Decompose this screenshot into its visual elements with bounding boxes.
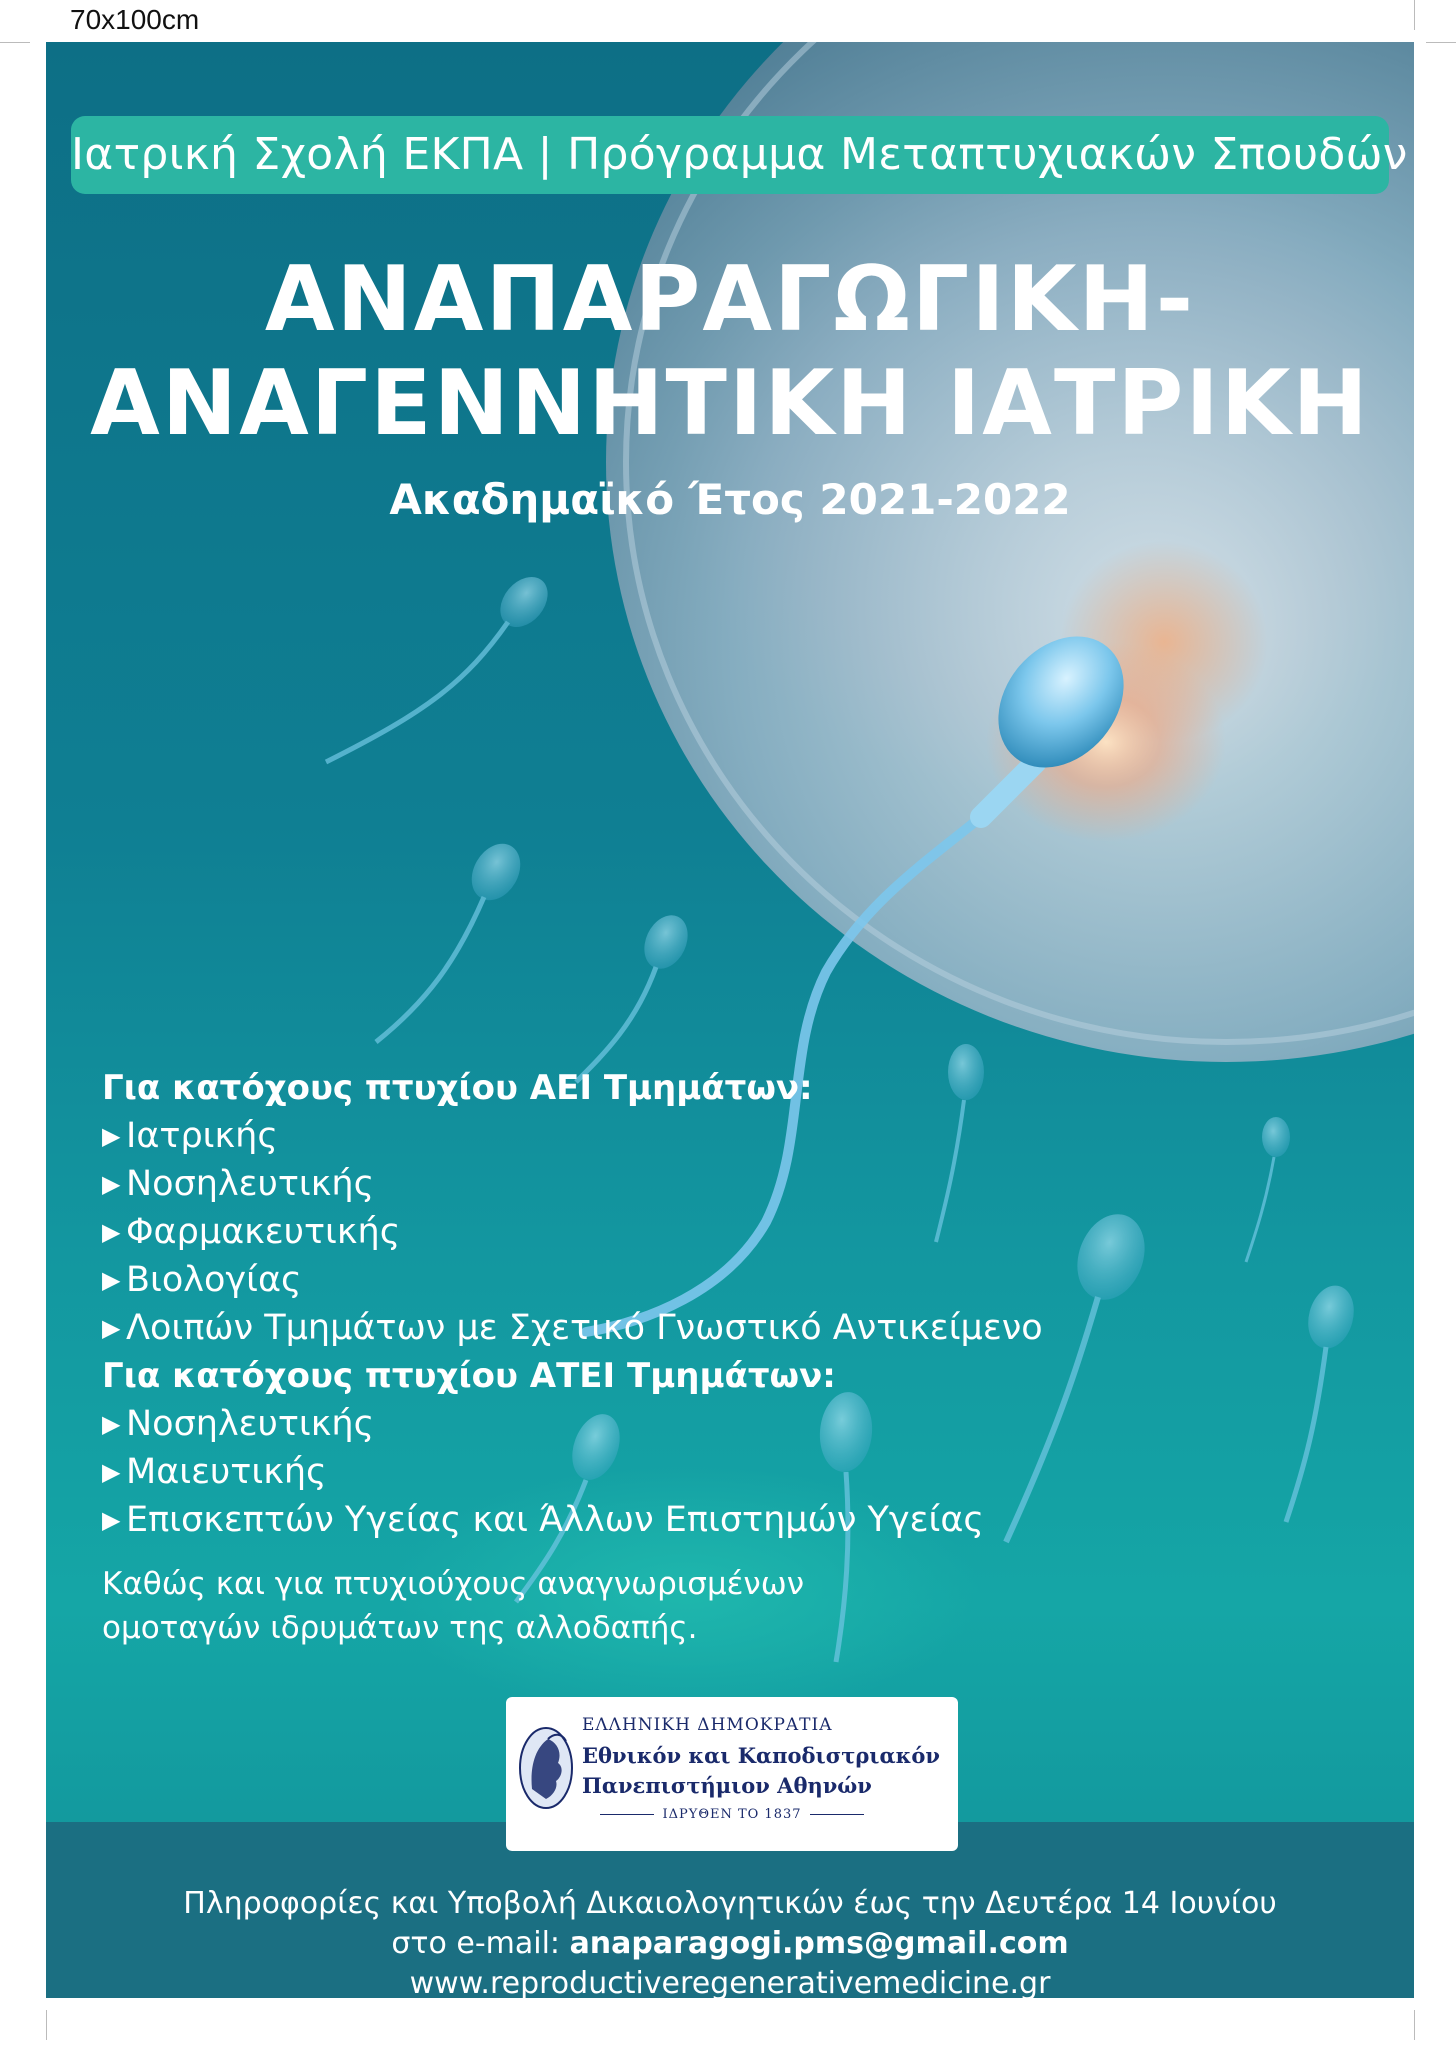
program-title-line2: ΑΝΑΓΕΝΝΗΤΙΚΗ ΙΑΤΡΙΚΗ [90,351,1370,456]
university-logo [506,1697,958,1851]
triangle-bullet-icon: ▶ [102,1458,121,1486]
list-item: ▶ Λοιπών Τμημάτων με Σχετικό Γνωστικό Αντικείμενο [102,1304,1102,1352]
triangle-bullet-icon: ▶ [102,1410,121,1438]
eligibility-section [102,1064,1102,1544]
athena-emblem-icon [518,1725,574,1811]
poster-size-label: 70x100cm [70,4,200,35]
foreign-graduates-note [102,1562,1002,1650]
crop-mark [1414,0,1415,30]
triangle-bullet-icon: ▶ [102,1122,121,1150]
logo-republic: ΕΛΛΗΝΙΚΗ ΔΗΜΟΚΡΑΤΙΑ [582,1715,833,1735]
logo-university-name1: Εθνικόν και Καποδιστριακόν [582,1743,940,1768]
program-banner: Ιατρική Σχολή ΕΚΠΑ | Πρόγραμμα Μεταπτυχιακών Σπουδών [71,116,1389,194]
triangle-bullet-icon: ▶ [102,1506,121,1534]
triangle-bullet-icon: ▶ [102,1314,121,1342]
footer-email-line: στο e-mail: anaparagogi.pms@gmail.com [391,1926,1069,1961]
aei-list [102,1112,1102,1352]
crop-mark [46,2010,47,2040]
logo-founded: ΙΔΡΥΘΕΝ ΤΟ 1837 [582,1807,882,1822]
triangle-bullet-icon: ▶ [102,1218,121,1246]
academic-year: Ακαδημαϊκό Έτος 2021-2022 [389,475,1071,524]
crop-mark [1426,42,1456,43]
poster [46,42,1414,1998]
list-item: ▶ Νοσηλευτικής [102,1160,1102,1208]
footer-deadline: Πληροφορίες και Υποβολή Δικαιολογητικών έως την Δευτέρα 14 Ιουνίου [183,1886,1277,1921]
email-link[interactable]: anaparagogi.pms@gmail.com [569,1926,1069,1961]
triangle-bullet-icon: ▶ [102,1170,121,1198]
crop-mark [0,42,30,43]
list-item: ▶ Ιατρικής [102,1112,1102,1160]
list-item: ▶ Βιολογίας [102,1256,1102,1304]
list-item: ▶ Επισκεπτών Υγείας και Άλλων Επιστημών Υγείας [102,1496,1102,1544]
logo-university-name2: Πανεπιστήμιον Αθηνών [582,1773,872,1798]
website-link[interactable]: www.reproductiveregenerativemedicine.gr [409,1966,1051,1998]
aei-heading: Για κατόχους πτυχίου ΑΕΙ Τμημάτων: [102,1068,813,1108]
triangle-bullet-icon: ▶ [102,1266,121,1294]
atei-heading: Για κατόχους πτυχίου ΑΤΕΙ Τμημάτων: [102,1356,836,1396]
note-line1: Καθώς και για πτυχιούχους αναγνωρισμένων [102,1566,805,1602]
list-item: ▶ Νοσηλευτικής [102,1400,1102,1448]
list-item: ▶ Μαιευτικής [102,1448,1102,1496]
program-title-line1: ΑΝΑΠΑΡΑΓΩΓΙΚΗ- [264,247,1196,352]
list-item: ▶ Φαρμακευτικής [102,1208,1102,1256]
note-line2: ομοταγών ιδρυμάτων της αλλοδαπής. [102,1610,698,1646]
crop-mark [1414,2010,1415,2040]
atei-list [102,1400,1102,1544]
